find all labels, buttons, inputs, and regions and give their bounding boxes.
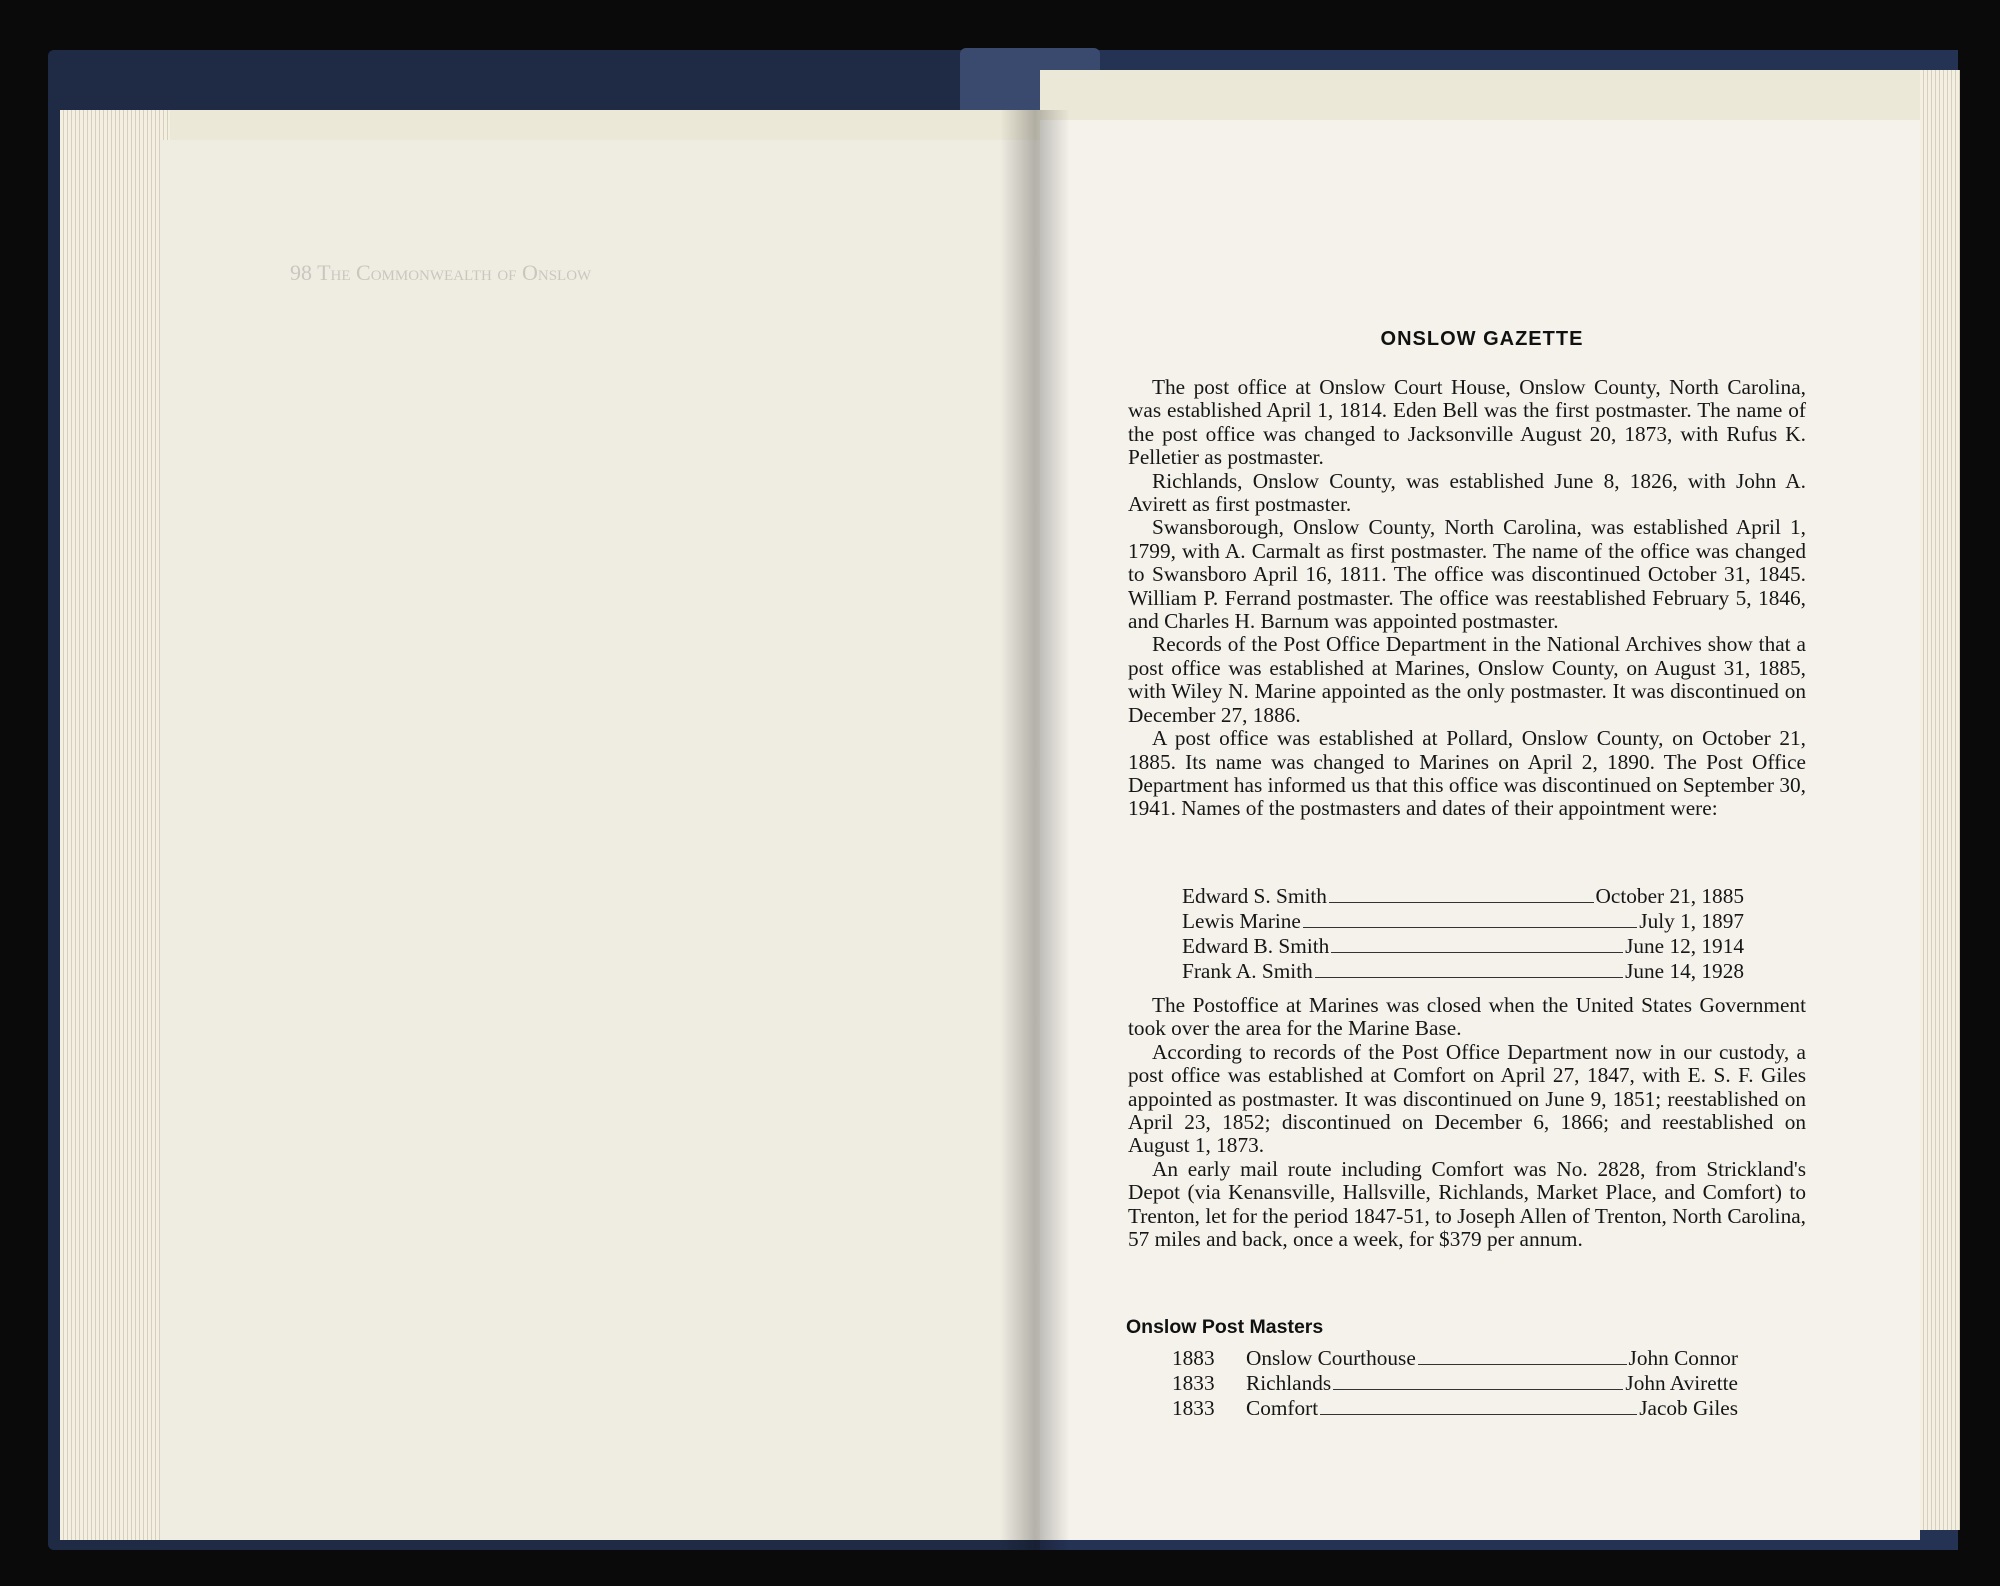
post-office: Onslow Courthouse <box>1246 1346 1416 1370</box>
postmaster-name: Frank A. Smith <box>1182 959 1313 983</box>
list-item <box>1182 934 1744 959</box>
appointment-date: June 14, 1928 <box>1625 959 1744 983</box>
leader-line <box>1329 902 1594 903</box>
leader-line <box>1320 1414 1637 1415</box>
leader-line <box>1315 977 1623 978</box>
paragraph-mail-route: An early mail route including Comfort was No. 2828, from Strickland's Depot (via Kenansville, Hallsville, Richlands, Market Place, and Comfort) to Trenton, let for the period 1847-51, to Joseph Allen of Trenton, North Carolina, 57 miles and back, once a week, for $379 per annum. <box>1128 1156 1806 1252</box>
year: 1883 <box>1172 1346 1215 1370</box>
paragraph-onslow-court-house: The post office at Onslow Court House, Onslow County, North Carolina, was established April 1, 1814. Eden Bell was the first postmaster. The name of the post office was changed to Jacksonville August 20, 1873, with Rufus K. Pelletier as postmaster. <box>1128 375 1806 470</box>
left-page-bleed-through <box>290 260 990 1440</box>
postmaster-name: John Avirette <box>1625 1371 1738 1395</box>
leader-line <box>1303 927 1637 928</box>
paragraph-comfort: According to records of the Post Office Department now in our custody, a post office was established at Comfort on April 27, 1847, with E. S. F. Giles appointed as postmaster. It was discontinued on June 9, 1851; reestablished on April 23, 1852; discontinued on December 6, 1866; and reestablished on August 1, 1873. <box>1128 1039 1806 1158</box>
list-item <box>1172 1371 1738 1396</box>
post-office: Richlands <box>1246 1371 1332 1395</box>
list-item <box>1172 1396 1738 1421</box>
article-body-top <box>1128 376 1806 821</box>
appointment-date: July 1, 1897 <box>1639 909 1744 933</box>
year: 1833 <box>1172 1371 1215 1395</box>
left-page-header: 98 The Commonwealth of Onslow <box>290 260 592 285</box>
leader-line <box>1331 952 1623 953</box>
onslow-post-masters-list <box>1172 1346 1738 1421</box>
leader-line <box>1418 1364 1627 1365</box>
postmaster-name: Lewis Marine <box>1182 909 1301 933</box>
list-item <box>1182 959 1744 984</box>
list-item <box>1172 1346 1738 1371</box>
section-heading: Onslow Post Masters <box>1126 1316 1324 1338</box>
leader-line <box>1333 1389 1623 1390</box>
year: 1833 <box>1172 1396 1215 1420</box>
post-office: Comfort <box>1246 1396 1319 1420</box>
article-body-bottom <box>1128 994 1806 1251</box>
postmasters-list <box>1182 884 1744 984</box>
paragraph-richlands: Richlands, Onslow County, was established June 8, 1826, with John A. Avirett as first postmaster. <box>1128 468 1806 517</box>
postmaster-name: Edward S. Smith <box>1182 884 1327 908</box>
postmaster-name: Edward B. Smith <box>1182 934 1330 958</box>
paragraph-marines-closed: The Postoffice at Marines was closed when the United States Government took over the area for the Marine Base. <box>1128 993 1806 1041</box>
appointment-date: October 21, 1885 <box>1595 884 1744 908</box>
appointment-date: June 12, 1914 <box>1625 934 1744 958</box>
list-item <box>1182 884 1744 909</box>
paragraph-pollard: A post office was established at Pollard, Onslow County, on October 21, 1885. Its name was changed to Marines on April 2, 1890. The Post Office Department has informed us that this office was discontinued on September 30, 1941. Names of the postmasters and dates of their appointment were: <box>1128 726 1806 821</box>
postmaster-name: John Connor <box>1628 1346 1738 1370</box>
page-title: ONSLOW GAZETTE <box>1380 328 1584 350</box>
book-gutter <box>1000 110 1070 1550</box>
paragraph-marines: Records of the Post Office Department in the National Archives show that a post office was established at Marines, Onslow County, on August 31, 1885, with Wiley N. Marine appointed as the only postmaster. It was discontinued on December 27, 1886. <box>1128 632 1806 727</box>
list-item <box>1182 909 1744 934</box>
paragraph-swansborough: Swansborough, Onslow County, North Carolina, was established April 1, 1799, with A. Carmalt as first postmaster. The name of the office was changed to Swansboro April 16, 1811. The office was discontinued October 31, 1845. William P. Ferrand postmaster. The office was reestablished February 5, 1846, and Charles H. Barnum was appointed postmaster. <box>1128 515 1806 634</box>
postmaster-name: Jacob Giles <box>1639 1396 1738 1420</box>
